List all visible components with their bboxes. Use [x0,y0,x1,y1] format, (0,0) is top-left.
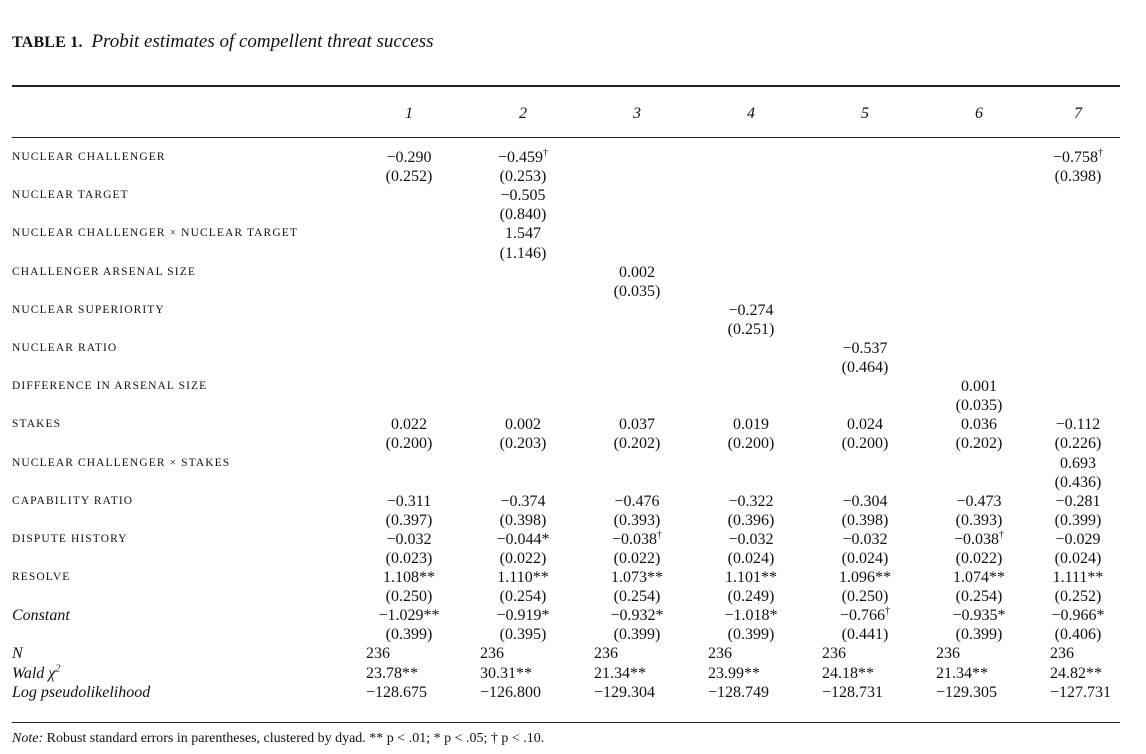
std-error-cell: (0.254) [955,588,1003,606]
coef-row [12,339,1120,358]
std-error-cell [1036,358,1120,377]
std-error-cell [352,396,466,415]
stat-value: 21.34** [936,664,988,682]
coefficient-cell [922,263,1036,282]
significance-marker: † [1098,147,1104,159]
coefficient-cell: −0.311 [386,492,432,510]
model-header-row [12,94,1120,134]
coefficient-cell [922,224,1036,243]
coefficient-cell [352,186,466,205]
coefficient-cell: −0.038† [611,529,663,548]
stat-value: −127.731 [1050,683,1112,701]
spacer-cell [12,625,352,644]
std-error-cell: (0.200) [385,435,433,453]
coefficient-cell: −1.018* [724,607,778,625]
coefficient-cell [808,301,922,320]
model-header-6: 6 [975,105,983,122]
stat-value: 21.34** [594,664,646,682]
bottom-rule [12,722,1120,723]
model-header-3: 3 [633,105,641,122]
stat-value: 30.31** [480,664,532,682]
std-error-cell [1036,205,1120,224]
coefficient-cell [694,454,808,473]
coefficient-cell: 0.024 [847,416,883,434]
spacer-cell [12,473,352,492]
std-error-cell [808,282,922,301]
coefficient-cell: 1.101** [725,569,777,587]
std-error-cell: (0.202) [955,435,1003,453]
coefficient-cell [1036,301,1120,320]
coefficient-cell: 1.111** [1052,569,1104,587]
se-row [12,320,1120,339]
stat-value: −126.800 [480,683,542,701]
coefficient-cell [694,377,808,396]
std-error-cell [922,167,1036,186]
variable-name: RESOLVE [12,571,71,584]
std-error-cell: (0.397) [385,511,433,529]
stat-value: 236 [936,645,960,663]
variable-name: NUCLEAR CHALLENGER [12,151,166,164]
std-error-cell: (0.251) [727,320,775,338]
std-error-cell: (0.254) [499,588,547,606]
std-error-cell [580,473,694,492]
variable-name: DISPUTE HISTORY [12,532,128,545]
table-label: TABLE 1. [12,34,83,51]
coefficient-cell [466,301,580,320]
std-error-cell [466,396,580,415]
std-error-cell: (0.398) [1054,168,1102,186]
std-error-cell: (0.250) [385,588,433,606]
coefficient-cell: −0.304 [842,492,888,510]
std-error-cell [808,473,922,492]
std-error-cell [694,205,808,224]
coefficient-cell: −0.935* [952,607,1006,625]
stat-name: Log pseudolikelihood [12,683,151,701]
std-error-cell: (0.399) [1054,511,1102,529]
std-error-cell [580,205,694,224]
coefficient-cell [808,134,922,167]
spacer-cell [12,282,352,301]
model-header-2: 2 [519,105,527,122]
coefficient-cell: −0.044* [496,530,550,548]
coefficient-cell [352,224,466,243]
coefficient-cell [922,454,1036,473]
std-error-cell: (0.024) [841,550,889,568]
spacer-cell [12,396,352,415]
significance-marker: † [543,147,549,159]
std-error-cell [922,243,1036,262]
std-error-cell: (0.840) [499,206,547,224]
stat-value: −129.304 [594,683,656,701]
stat-value: 24.18** [822,664,874,682]
coefficient-cell: −0.032 [842,530,888,548]
top-rule [12,85,1120,87]
coefficient-cell: −0.966* [1051,607,1105,625]
stat-value: −128.675 [366,683,428,701]
variable-name: NUCLEAR RATIO [12,341,118,354]
std-error-cell: (0.436) [1054,473,1102,491]
coefficient-cell [1036,224,1120,243]
std-error-cell [466,358,580,377]
stat-row [12,683,1120,702]
variable-name: NUCLEAR SUPERIORITY [12,303,165,316]
significance-marker: † [885,605,891,617]
std-error-cell [922,473,1036,492]
coefficient-cell [580,224,694,243]
std-error-cell [352,243,466,262]
coefficient-cell: 0.001 [961,378,997,396]
se-row [12,358,1120,377]
std-error-cell: (0.253) [499,168,547,186]
std-error-cell [352,205,466,224]
model-header-4: 4 [747,105,755,122]
coefficient-cell: 1.074** [953,569,1005,587]
std-error-cell [1036,396,1120,415]
se-row [12,167,1120,186]
std-error-cell [1036,243,1120,262]
coefficient-cell: −0.322 [728,492,774,510]
coefficient-cell: −0.919* [496,607,550,625]
std-error-cell [808,167,922,186]
coefficient-cell: −0.290 [386,149,432,167]
coefficient-cell: 0.693 [1060,454,1096,472]
std-error-cell: (0.406) [1054,626,1102,644]
se-row [12,625,1120,644]
coefficient-cell: −0.274 [728,301,774,319]
std-error-cell: (0.035) [613,282,661,300]
stat-value: 236 [822,645,846,663]
spacer-cell [12,511,352,530]
model-header-1: 1 [405,105,413,122]
std-error-cell: (0.250) [841,588,889,606]
std-error-cell [580,243,694,262]
spacer-cell [12,549,352,568]
table-title: Probit estimates of compellent threat success [91,31,434,52]
std-error-cell: (0.399) [613,626,661,644]
coef-row [12,134,1120,167]
stat-row [12,644,1120,663]
coefficient-cell: −0.038† [953,529,1005,548]
std-error-cell [466,473,580,492]
probit-estimates-table [12,94,1120,702]
coef-row [12,224,1120,243]
std-error-cell: (0.399) [955,626,1003,644]
spacer-cell [12,243,352,262]
coefficient-cell [1036,263,1120,282]
coefficient-cell: −1.029** [378,607,440,625]
stat-value: 23.99** [708,664,760,682]
spacer-cell [12,167,352,186]
coefficient-cell: 0.002 [619,263,655,281]
model-header-7: 7 [1074,105,1082,122]
table-note [12,731,544,747]
std-error-cell [922,282,1036,301]
stat-value: 236 [708,645,732,663]
std-error-cell: (0.200) [727,435,775,453]
coefficient-cell: −0.758† [1052,147,1104,167]
table-body [12,134,1120,702]
std-error-cell [694,473,808,492]
variable-name: NUCLEAR CHALLENGER × NUCLEAR TARGET [12,227,298,240]
variable-name: Constant [12,607,70,625]
coefficient-cell: −0.537 [842,339,888,357]
coefficient-cell [922,301,1036,320]
coefficient-cell: −0.029 [1055,530,1101,548]
coefficient-cell [352,301,466,320]
spacer-cell [12,358,352,377]
spacer-cell [12,587,352,606]
coefficient-cell [352,339,466,358]
coefficient-cell [808,454,922,473]
std-error-cell: (0.395) [499,626,547,644]
coefficient-cell: 1.547 [505,225,541,243]
se-row [12,587,1120,606]
coefficient-cell: −0.932* [610,607,664,625]
coefficient-cell [466,339,580,358]
note-text: Robust standard errors in parentheses, clustered by dyad. ** p < .01; * p < .05; † p < .10. [46,731,545,746]
coefficient-cell: −0.032 [386,530,432,548]
coefficient-cell [808,224,922,243]
std-error-cell [922,205,1036,224]
coefficient-cell: 0.002 [505,416,541,434]
std-error-cell [694,282,808,301]
std-error-cell [580,320,694,339]
std-error-cell: (0.393) [955,511,1003,529]
coefficient-cell [352,454,466,473]
coefficient-cell [466,263,580,282]
coefficient-cell [808,186,922,205]
variable-name: CAPABILITY RATIO [12,494,134,507]
coefficient-cell [922,339,1036,358]
std-error-cell: (0.024) [1054,550,1102,568]
std-error-cell: (0.393) [613,511,661,529]
coefficient-cell: −0.112 [1055,416,1101,434]
coefficient-cell [580,186,694,205]
spacer-cell [12,434,352,453]
coefficient-cell: 1.073** [611,569,663,587]
coefficient-cell: −0.473 [956,492,1002,510]
std-error-cell [352,473,466,492]
stat-value: 24.82** [1050,664,1102,682]
coef-row [12,415,1120,434]
se-row [12,205,1120,224]
std-error-cell [808,205,922,224]
std-error-cell [694,243,808,262]
std-error-cell [580,167,694,186]
stat-value: 23.78** [366,664,418,682]
std-error-cell [922,320,1036,339]
std-error-cell: (0.202) [613,435,661,453]
std-error-cell: (0.024) [727,550,775,568]
std-error-cell: (0.441) [841,626,889,644]
stat-name: Wald $\chi^2$ [12,663,61,682]
coefficient-cell: 0.036 [961,416,997,434]
se-row [12,511,1120,530]
coefficient-cell: −0.459† [497,147,549,167]
std-error-cell [808,243,922,262]
std-error-cell: (0.203) [499,435,547,453]
std-error-cell: (0.226) [1054,435,1102,453]
std-error-cell: (0.023) [385,550,433,568]
coefficient-cell [694,224,808,243]
stat-value: −128.731 [822,683,884,701]
std-error-cell: (0.464) [841,359,889,377]
se-row [12,396,1120,415]
std-error-cell: (0.022) [613,550,661,568]
coefficient-cell: −0.374 [500,492,546,510]
std-error-cell [352,358,466,377]
se-row [12,243,1120,262]
coef-row [12,377,1120,396]
coefficient-cell [580,134,694,167]
variable-name: DIFFERENCE IN ARSENAL SIZE [12,380,208,393]
table-caption [12,31,434,53]
coef-row [12,454,1120,473]
std-error-cell [808,396,922,415]
coefficient-cell [1036,186,1120,205]
stat-name: N [12,645,23,663]
std-error-cell [352,320,466,339]
std-error-cell [694,396,808,415]
coefficient-cell: −0.766† [839,605,891,625]
std-error-cell [922,358,1036,377]
std-error-cell: (0.398) [499,511,547,529]
std-error-cell: (1.146) [499,244,547,262]
coefficient-cell [352,377,466,396]
std-error-cell [694,358,808,377]
note-label: Note: [12,731,44,746]
coefficient-cell [808,263,922,282]
coefficient-cell [1036,377,1120,396]
std-error-cell: (0.399) [727,626,775,644]
coefficient-cell: −0.476 [614,492,660,510]
coefficient-cell [580,454,694,473]
se-row [12,549,1120,568]
coefficient-cell: 1.096** [839,569,891,587]
std-error-cell: (0.398) [841,511,889,529]
coefficient-cell: 0.019 [733,416,769,434]
coefficient-cell: 1.108** [383,569,435,587]
std-error-cell [694,167,808,186]
std-error-cell [1036,282,1120,301]
std-error-cell: (0.022) [955,550,1003,568]
spacer-cell [12,205,352,224]
stat-value: 236 [366,645,390,663]
std-error-cell: (0.399) [385,626,433,644]
variable-name: CHALLENGER ARSENAL SIZE [12,265,196,278]
spacer-cell [12,320,352,339]
std-error-cell [1036,320,1120,339]
stat-row [12,664,1120,683]
coef-row [12,568,1120,587]
std-error-cell: (0.252) [385,168,433,186]
se-row [12,434,1120,453]
std-error-cell [580,358,694,377]
coefficient-cell [466,377,580,396]
coefficient-cell [694,186,808,205]
variable-header [12,94,352,134]
variable-name: NUCLEAR TARGET [12,189,129,202]
model-header-5: 5 [861,105,869,122]
coefficient-cell [466,454,580,473]
coef-row [12,186,1120,205]
coefficient-cell: −0.281 [1055,492,1101,510]
se-row [12,282,1120,301]
coef-row [12,263,1120,282]
std-error-cell: (0.200) [841,435,889,453]
coefficient-cell: 1.110** [497,569,549,587]
std-error-cell [466,282,580,301]
coefficient-cell [922,134,1036,167]
coefficient-cell [580,339,694,358]
coefficient-cell [694,134,808,167]
significance-marker: † [999,529,1005,541]
coefficient-cell [694,263,808,282]
se-row [12,473,1120,492]
superscript: 2 [55,663,61,675]
coefficient-cell [352,263,466,282]
coef-row [12,492,1120,511]
coefficient-cell: −0.032 [728,530,774,548]
std-error-cell [580,396,694,415]
variable-name: STAKES [12,418,62,431]
coef-row [12,606,1120,625]
coefficient-cell [1036,339,1120,358]
variable-name: NUCLEAR CHALLENGER × STAKES [12,456,231,469]
std-error-cell: (0.249) [727,588,775,606]
std-error-cell: (0.254) [613,588,661,606]
stat-value: 236 [594,645,618,663]
stat-value: −129.305 [936,683,998,701]
std-error-cell: (0.396) [727,511,775,529]
std-error-cell [352,282,466,301]
coefficient-cell: 0.022 [391,416,427,434]
coefficient-cell: −0.505 [500,187,546,205]
std-error-cell [808,320,922,339]
std-error-cell: (0.035) [955,397,1003,415]
coefficient-cell [694,339,808,358]
stat-value: 236 [1050,645,1074,663]
stat-value: −128.749 [708,683,770,701]
stat-value: 236 [480,645,504,663]
coefficient-cell [808,377,922,396]
coefficient-cell [922,186,1036,205]
coef-row [12,530,1120,549]
coef-row [12,301,1120,320]
significance-marker: † [657,529,663,541]
coefficient-cell: 0.037 [619,416,655,434]
std-error-cell: (0.252) [1054,588,1102,606]
coefficient-cell [580,301,694,320]
coefficient-cell [580,377,694,396]
std-error-cell: (0.022) [499,550,547,568]
std-error-cell [466,320,580,339]
